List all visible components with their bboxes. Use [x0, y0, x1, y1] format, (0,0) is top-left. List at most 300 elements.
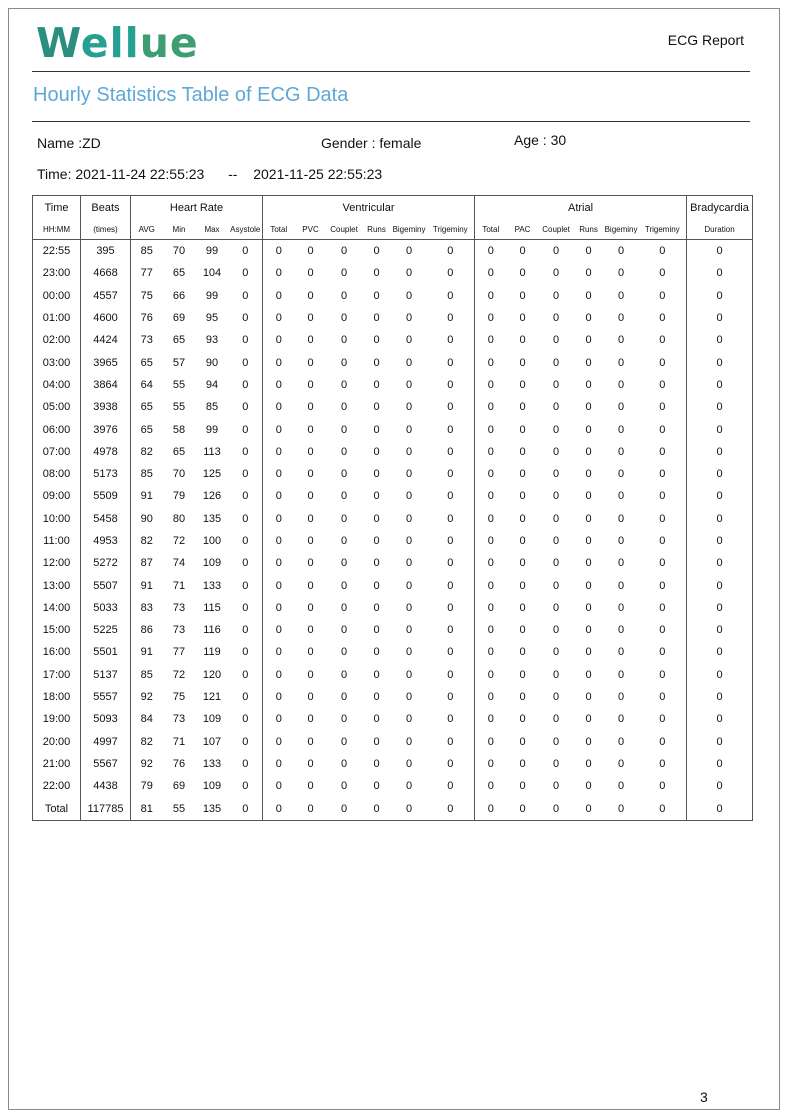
table-cell: 0 — [447, 445, 454, 458]
table-cell: 0 — [242, 334, 249, 347]
subheader-cell: Trigeminy — [432, 224, 468, 234]
table-cell: 55 — [172, 378, 186, 391]
table-cell: 73 — [172, 624, 186, 637]
table-cell: 0 — [475, 552, 507, 574]
table-cell: 0 — [659, 535, 666, 547]
table-cell: 0 — [263, 396, 295, 418]
table-cell: 0 — [475, 641, 507, 663]
table-cell: 0 — [585, 579, 592, 592]
subheader-cell: AVG — [131, 219, 163, 240]
table-cell: 0 — [307, 356, 314, 369]
subheader-cell: Duration — [687, 219, 753, 240]
table-cell: 07:00 — [42, 445, 71, 458]
table-cell: 0 — [373, 535, 380, 547]
table-cell: 0 — [447, 691, 454, 704]
table-cell: 0 — [307, 646, 314, 659]
table-cell: 0 — [340, 624, 348, 637]
table-cell: 83 — [131, 597, 163, 619]
table-cell: 0 — [585, 735, 592, 748]
table-cell: 0 — [340, 780, 348, 793]
table-cell: 0 — [659, 691, 666, 704]
patient-age — [514, 132, 566, 148]
table-cell: 0 — [242, 713, 249, 726]
table-cell: 0 — [475, 485, 507, 507]
table-cell: 0 — [373, 334, 380, 347]
col-beats-header: Beats — [81, 196, 131, 220]
table-cell: 0 — [659, 490, 666, 503]
table-cell: 0 — [687, 731, 753, 753]
table-cell: 0 — [405, 468, 413, 481]
group-ventricular: Ventricular — [263, 196, 475, 220]
table-cell: 85 — [131, 664, 163, 686]
table-cell: 21:00 — [42, 757, 71, 770]
table-cell: 0 — [687, 775, 753, 797]
table-cell: 0 — [340, 401, 348, 414]
table-cell: 0 — [242, 378, 249, 391]
table-cell: 80 — [172, 512, 186, 525]
table-cell: 0 — [242, 646, 249, 659]
table-cell: 0 — [340, 757, 348, 770]
table-cell: 109 — [202, 780, 222, 793]
table-cell: 0 — [617, 601, 625, 614]
page-number: 3 — [700, 1089, 708, 1105]
table-cell: 05:00 — [42, 401, 71, 414]
table-cell: 0 — [405, 735, 413, 748]
table-row — [33, 441, 753, 463]
table-cell: 0 — [405, 401, 413, 414]
table-cell: 0 — [447, 713, 454, 726]
subheader-cell: Runs — [579, 224, 598, 234]
table-cell: 0 — [447, 557, 454, 570]
table-cell: 0 — [585, 557, 592, 570]
table-cell: 0 — [307, 802, 314, 815]
table-cell: 17:00 — [42, 668, 71, 681]
table-cell: 12:00 — [42, 557, 71, 570]
table-cell: 0 — [687, 240, 753, 263]
table-cell: 70 — [163, 240, 196, 263]
table-cell: 0 — [552, 802, 560, 815]
table-row — [33, 530, 753, 552]
table-cell: 3938 — [81, 396, 131, 418]
table-cell: 0 — [242, 468, 249, 481]
table-cell: 0 — [617, 401, 625, 414]
table-cell: 06:00 — [42, 423, 71, 436]
table-cell: 0 — [307, 691, 314, 704]
table-row — [33, 463, 753, 485]
table-cell: 0 — [687, 686, 753, 708]
table-cell: 0 — [242, 401, 249, 414]
table-cell: 00:00 — [42, 289, 71, 302]
table-cell: 0 — [263, 775, 295, 797]
table-cell: 0 — [447, 624, 454, 637]
table-cell: 87 — [131, 552, 163, 574]
table-cell: 0 — [507, 240, 539, 263]
table-cell: 0 — [447, 535, 454, 547]
table-cell: 0 — [659, 735, 666, 748]
table-cell: 0 — [585, 312, 592, 325]
table-cell: 0 — [405, 512, 413, 525]
table-cell: 107 — [202, 735, 222, 748]
table-cell: 0 — [340, 579, 348, 592]
table-cell: 0 — [659, 401, 666, 414]
table-cell: 0 — [405, 289, 413, 302]
table-cell: 0 — [373, 668, 380, 681]
table-cell: 5567 — [81, 753, 131, 775]
table-cell: 0 — [362, 240, 392, 263]
table-cell: 0 — [340, 535, 348, 547]
table-cell: 0 — [475, 307, 507, 329]
table-cell: 0 — [519, 624, 526, 637]
table-cell: 126 — [202, 490, 222, 503]
table-cell: 3976 — [81, 418, 131, 440]
table-cell: 0 — [340, 378, 348, 391]
table-cell: 0 — [475, 775, 507, 797]
table-cell: 0 — [552, 557, 560, 570]
table-cell: 0 — [242, 490, 249, 503]
table-cell: 0 — [519, 579, 526, 592]
table-cell: 84 — [131, 708, 163, 730]
table-cell: 0 — [519, 445, 526, 458]
table-cell: 0 — [263, 307, 295, 329]
subheader-cell: HH:MM — [42, 224, 71, 234]
table-cell: 0 — [585, 267, 592, 280]
table-cell: 0 — [405, 356, 413, 369]
table-cell: 0 — [539, 240, 574, 263]
table-cell: 5272 — [81, 552, 131, 574]
table-cell: 0 — [552, 668, 560, 681]
table-cell: 0 — [242, 557, 249, 570]
table-cell: 0 — [340, 646, 348, 659]
table-cell: 0 — [340, 735, 348, 748]
table-cell: 0 — [373, 423, 380, 436]
subheader-cell: Min — [172, 224, 186, 234]
subheader-cell: Total — [475, 219, 507, 240]
table-cell: 0 — [405, 535, 413, 547]
table-cell: 19:00 — [42, 713, 71, 726]
table-cell: 0 — [263, 441, 295, 463]
table-cell: 0 — [519, 423, 526, 436]
table-cell: 0 — [447, 601, 454, 614]
table-cell: 73 — [172, 601, 186, 614]
table-cell: 0 — [307, 780, 314, 793]
table-cell: 0 — [687, 418, 753, 440]
table-cell: 0 — [373, 312, 380, 325]
table-cell: 0 — [659, 445, 666, 458]
table-cell: 0 — [405, 557, 413, 570]
table-cell: 01:00 — [42, 312, 71, 325]
table-cell: 09:00 — [42, 490, 71, 503]
subheader-cell: Runs — [367, 224, 386, 234]
table-cell: 0 — [617, 468, 625, 481]
table-cell: 0 — [373, 468, 380, 481]
table-cell: 0 — [617, 624, 625, 637]
table-cell: 0 — [327, 240, 362, 263]
table-cell: 0 — [585, 334, 592, 347]
table-cell: 0 — [340, 423, 348, 436]
table-cell: 99 — [196, 240, 229, 263]
table-cell: 0 — [659, 624, 666, 637]
table-cell: 133 — [202, 579, 222, 592]
table-cell: 69 — [172, 312, 186, 325]
table-cell: 0 — [242, 579, 249, 592]
table-cell: 11:00 — [43, 535, 70, 547]
table-cell: 0 — [340, 601, 348, 614]
subheader-cell: Total — [263, 219, 295, 240]
subheader-cell: PVC — [302, 224, 319, 234]
table-cell: 0 — [263, 418, 295, 440]
subheader-row — [33, 219, 753, 240]
table-cell: 0 — [242, 735, 249, 748]
table-cell: 0 — [447, 312, 454, 325]
table-cell: 0 — [552, 512, 560, 525]
table-cell: 0 — [585, 802, 592, 815]
table-cell: 0 — [475, 240, 507, 263]
table-cell: 0 — [687, 351, 753, 373]
table-cell: 0 — [552, 490, 560, 503]
table-cell: 0 — [475, 597, 507, 619]
table-cell: 0 — [659, 356, 666, 369]
table-cell: 0 — [617, 668, 625, 681]
table-cell: 0 — [307, 668, 314, 681]
table-cell: 0 — [617, 334, 625, 347]
table-cell: 72 — [172, 668, 186, 681]
table-cell: 0 — [585, 468, 592, 481]
table-cell: 0 — [585, 423, 592, 436]
table-cell: 0 — [475, 753, 507, 775]
table-cell: 0 — [552, 757, 560, 770]
table-cell: 0 — [405, 691, 413, 704]
table-cell: 0 — [405, 757, 413, 770]
table-cell: 0 — [242, 780, 249, 793]
page-title: Hourly Statistics Table of ECG Data — [33, 84, 349, 106]
table-cell: 0 — [373, 757, 380, 770]
table-cell: 0 — [340, 691, 348, 704]
table-cell: 0 — [585, 668, 592, 681]
table-cell: 0 — [552, 735, 560, 748]
table-cell: 0 — [373, 601, 380, 614]
table-cell: 0 — [373, 780, 380, 793]
table-cell: 0 — [687, 619, 753, 641]
table-cell: 91 — [131, 485, 163, 507]
table-cell: 90 — [205, 356, 219, 369]
table-cell: 0 — [659, 668, 666, 681]
age-value: 30 — [550, 132, 567, 148]
table-cell: 0 — [585, 646, 592, 659]
table-cell: 82 — [131, 441, 163, 463]
table-cell: 5093 — [81, 708, 131, 730]
table-cell: 65 — [172, 334, 186, 347]
table-cell: 0 — [585, 780, 592, 793]
table-cell: 116 — [203, 624, 221, 637]
table-cell: 0 — [519, 802, 526, 815]
table-cell: 13:00 — [42, 579, 71, 592]
table-cell: 0 — [617, 512, 625, 525]
table-cell: 0 — [475, 664, 507, 686]
table-cell: 0 — [519, 713, 526, 726]
table-cell: 0 — [585, 624, 592, 637]
table-cell: 0 — [475, 396, 507, 418]
subheader-cell: Bigeminy — [392, 224, 426, 234]
table-cell: 0 — [405, 802, 413, 815]
table-cell: 0 — [585, 445, 592, 458]
table-cell: 0 — [447, 423, 454, 436]
subheader-cell: PAC — [514, 224, 531, 234]
table-cell: 0 — [659, 646, 666, 659]
table-cell: 15:00 — [42, 624, 71, 637]
table-cell: 0 — [519, 378, 526, 391]
table-cell: 5458 — [81, 508, 131, 530]
table-cell: 73 — [131, 329, 163, 351]
table-row — [33, 396, 753, 418]
table-cell: 0 — [263, 262, 295, 284]
table-cell: 76 — [172, 757, 186, 770]
table-cell: 0 — [242, 691, 249, 704]
table-cell: 0 — [340, 668, 348, 681]
table-cell: 0 — [617, 646, 625, 659]
table-cell: 0 — [519, 401, 526, 414]
table-cell: 71 — [172, 579, 186, 592]
logo-letters-ue: ue — [139, 19, 199, 67]
table-row — [33, 641, 753, 663]
table-cell: 0 — [617, 780, 625, 793]
table-cell: 0 — [519, 312, 526, 325]
title-divider — [32, 121, 750, 122]
table-cell: 0 — [585, 713, 592, 726]
table-row — [33, 664, 753, 686]
table-cell: 0 — [475, 374, 507, 396]
name-label: Name : — [37, 135, 83, 151]
table-cell: 0 — [552, 289, 560, 302]
table-cell: 0 — [373, 646, 380, 659]
table-cell: 0 — [447, 757, 454, 770]
table-cell: 0 — [307, 445, 314, 458]
table-cell: 79 — [131, 775, 163, 797]
table-cell: 0 — [373, 691, 380, 704]
table-cell: 4978 — [81, 441, 131, 463]
table-cell: 0 — [639, 240, 687, 263]
table-cell: 79 — [172, 490, 186, 503]
table-cell: 0 — [307, 401, 314, 414]
table-cell: 5033 — [81, 597, 131, 619]
table-row — [33, 285, 753, 307]
table-cell: 0 — [263, 351, 295, 373]
table-cell: 0 — [373, 802, 380, 815]
table-cell: 0 — [405, 312, 413, 325]
table-cell: 115 — [203, 601, 221, 614]
table-cell: 0 — [340, 334, 348, 347]
table-cell: 0 — [552, 445, 560, 458]
table-cell: 0 — [659, 289, 666, 302]
table-cell: 0 — [617, 490, 625, 503]
table-cell: 0 — [263, 530, 295, 552]
table-cell: 0 — [617, 557, 625, 570]
table-cell: 119 — [203, 646, 221, 659]
table-cell: 74 — [172, 557, 186, 570]
table-cell: 0 — [585, 757, 592, 770]
table-cell: 0 — [373, 401, 380, 414]
table-cell: 65 — [172, 445, 186, 458]
table-row — [33, 418, 753, 440]
table-cell: 3965 — [81, 351, 131, 373]
table-cell: 0 — [340, 267, 348, 280]
table-cell: 0 — [307, 267, 314, 280]
table-cell: 0 — [263, 240, 295, 263]
table-cell: 0 — [242, 423, 249, 436]
time-label: Time: — [37, 166, 72, 182]
subheader-cell: Trigeminy — [644, 224, 680, 234]
table-cell: 0 — [552, 713, 560, 726]
table-cell: 0 — [405, 601, 413, 614]
table-row — [33, 597, 753, 619]
table-cell: 0 — [519, 468, 526, 481]
table-cell: 0 — [617, 289, 625, 302]
group-atrial: Atrial — [475, 196, 687, 220]
table-cell: 0 — [552, 401, 560, 414]
table-cell: 92 — [131, 753, 163, 775]
table-cell: 5137 — [81, 664, 131, 686]
table-cell: 0 — [475, 351, 507, 373]
table-cell: 4557 — [81, 285, 131, 307]
table-cell: 0 — [585, 401, 592, 414]
table-cell: 65 — [131, 418, 163, 440]
table-cell: 3864 — [81, 374, 131, 396]
header-divider — [32, 71, 750, 72]
table-cell: 0 — [687, 508, 753, 530]
table-cell: 125 — [202, 468, 222, 481]
patient-name — [37, 135, 101, 151]
time-separator: -- — [228, 166, 238, 182]
table-cell: 0 — [617, 356, 625, 369]
table-cell: 0 — [687, 441, 753, 463]
table-cell: 0 — [263, 619, 295, 641]
table-cell: 0 — [659, 378, 666, 391]
table-cell: 0 — [617, 378, 625, 391]
table-cell: 0 — [340, 468, 348, 481]
table-cell: 0 — [405, 334, 413, 347]
table-cell: 0 — [307, 579, 314, 592]
table-cell: 135 — [202, 512, 222, 525]
table-cell: 23:00 — [42, 267, 71, 280]
table-cell: 22:00 — [42, 780, 71, 793]
table-cell: 0 — [475, 731, 507, 753]
table-cell: 0 — [687, 396, 753, 418]
table-cell: 120 — [202, 668, 222, 681]
table-row — [33, 552, 753, 574]
table-cell: 0 — [475, 619, 507, 641]
table-cell: 0 — [427, 240, 475, 263]
table-cell: 22:55 — [33, 240, 81, 263]
table-cell: 135 — [202, 802, 222, 815]
table-cell: 0 — [307, 512, 314, 525]
table-cell: 0 — [585, 289, 592, 302]
table-cell: 0 — [229, 240, 263, 263]
table-cell: 0 — [447, 267, 454, 280]
time-start: 2021-11-24 22:55:23 — [75, 166, 205, 182]
table-cell: 66 — [172, 289, 186, 302]
table-cell: 0 — [687, 797, 753, 820]
table-cell: 0 — [263, 641, 295, 663]
table-cell: 0 — [447, 334, 454, 347]
table-cell: 0 — [242, 757, 249, 770]
table-cell: 0 — [475, 285, 507, 307]
table-cell: 0 — [475, 441, 507, 463]
subheader-cell: Asystole — [230, 224, 261, 234]
table-cell: 0 — [405, 713, 413, 726]
table-cell: 55 — [172, 401, 186, 414]
table-cell: 0 — [373, 356, 380, 369]
table-cell: 0 — [687, 597, 753, 619]
table-cell: 99 — [205, 289, 219, 302]
